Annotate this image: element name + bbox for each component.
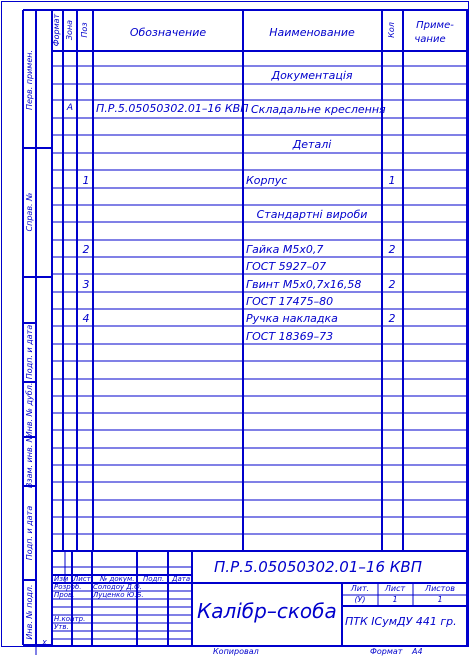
tb-list-value: 1 [392,595,398,604]
std2-name-b: ГОСТ 5927–07 [246,260,327,273]
tb-podp-label: Подп. [143,575,165,583]
tb-razrab-label: Розроб. [54,583,82,591]
part1-qty: 1 [388,174,396,187]
tb-izm-label: Изм [54,575,69,583]
tb-lit-label: Лит. [350,584,370,593]
tb-listov-label: Листов [425,584,455,593]
side-label-inv-podl: Инв. № подл. [25,584,34,640]
col-designation-header: Обозначение [129,26,207,39]
section-documentation: Документація [271,69,353,82]
tb-prov-label: Пров. [54,591,75,599]
title-block-code: П.Р.5.05050302.01–16 КВП [214,558,422,576]
tb-nkontr-label: Н.контр. [54,615,86,623]
side-label-podp-data-2: Подп. и дата [25,505,34,561]
tb-utv-label: Утв. [54,623,69,631]
std3-name-a: Гвинт М5х0,7х16,58 [246,278,362,291]
tb-organization: ПТК ІСумДУ 441 гр. [345,615,457,628]
tb-list-count-label: Лист [384,584,406,593]
side-label-vzam-inv: Взам. инв. № [25,433,34,489]
col-pos-header: Поз [80,22,89,38]
std2-qty: 2 [388,243,396,256]
footer-format-value: А4 [412,647,423,656]
tb-data-label: Дата [172,575,191,583]
doc-name: Складальне креслення [251,103,386,116]
tb-listov-value: 1 [437,595,443,604]
footer-copied-label: Копировал [213,647,259,656]
std4-pos: 4 [82,312,90,325]
col-note-header-1: Приме- [416,20,454,31]
col-qty-header: Кол [387,22,396,38]
doc-zone: А [66,103,74,113]
tb-lit-value: (У) [354,595,366,604]
doc-designation: П.Р.5.05050302.01–16 КВП [96,102,249,115]
col-zone-header: Зона [65,19,74,41]
side-label-perv-primen: Перв. примен. [25,49,34,111]
tb-razrab-name: Солодоу Д.О. [93,583,142,591]
tb-docno-label: № докум. [100,575,135,583]
col-format-header: Формат [52,13,61,47]
title-block-title: Калібр–скоба [197,599,337,623]
side-label-sprav-no: Справ. № [25,192,34,232]
std3-name-b: ГОСТ 17475–80 [246,295,334,308]
tb-prov-name: Луценко Ю.Б. [93,591,144,599]
side-label-inv-dubl: Инв. № дубл. [25,382,34,438]
section-parts: Деталі [292,138,332,151]
corner-x-marker: X [42,639,47,647]
part1-pos: 1 [82,174,90,187]
std3-pos: 3 [82,278,90,291]
footer-format-label: Формат [370,647,403,656]
std4-qty: 2 [388,312,396,325]
std2-name-a: Гайка М5х0,7 [246,243,324,256]
std4-name-b: ГОСТ 18369–73 [246,330,334,343]
side-label-podp-data-1: Подп. и дата [25,324,34,380]
col-note-header-2: чание [414,34,446,45]
part1-name: Корпус [246,174,288,187]
std3-qty: 2 [388,278,396,291]
std2-pos: 2 [82,243,90,256]
section-standard: Стандартні вироби [256,208,368,221]
std4-name-a: Ручка накладка [246,312,338,325]
col-name-header: Наименование [269,26,355,39]
tb-list-label: Лист [73,575,91,583]
